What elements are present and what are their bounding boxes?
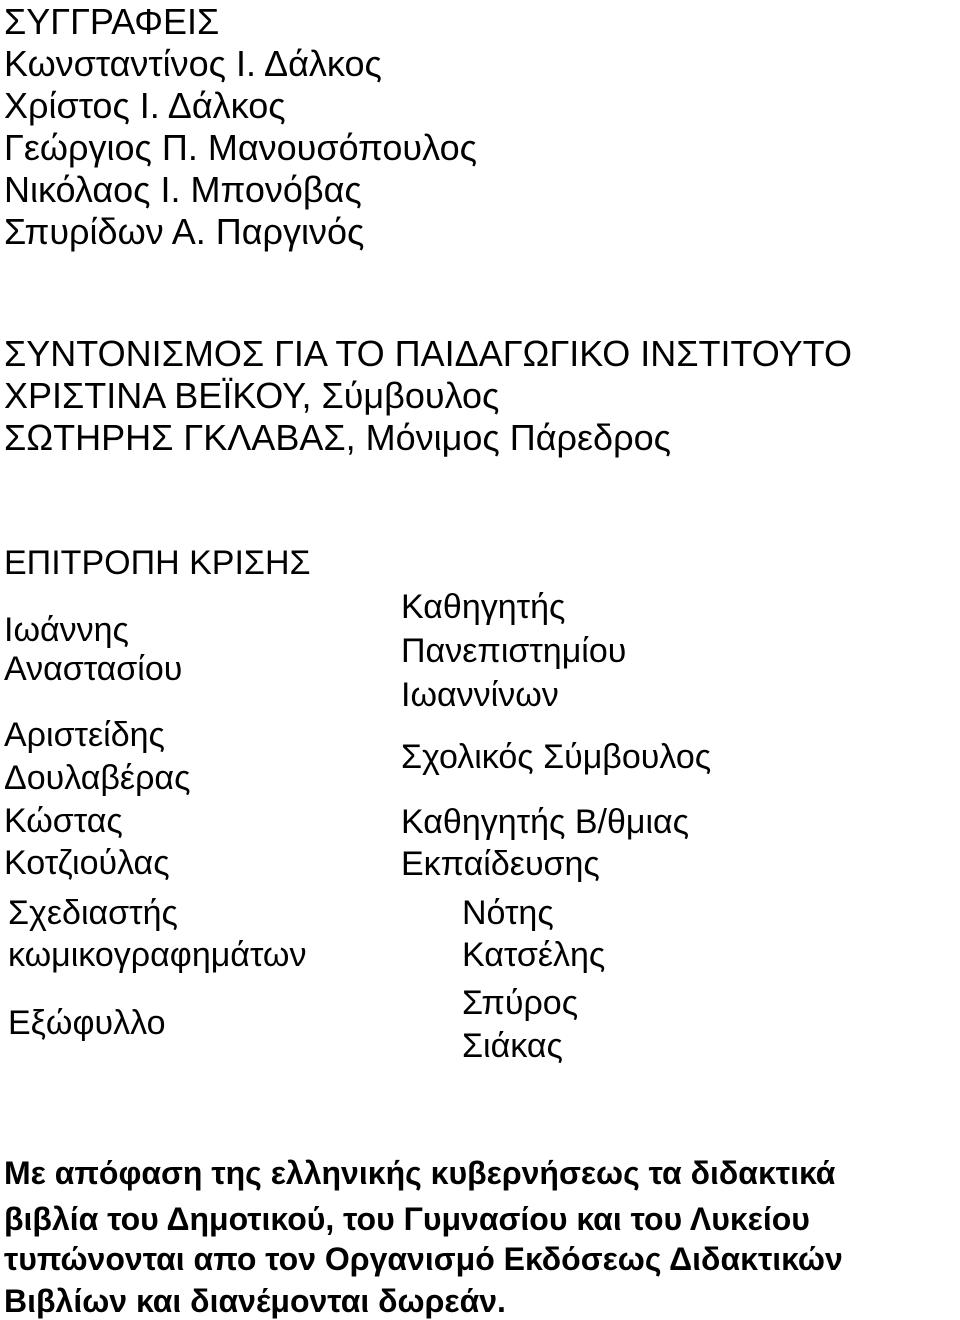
author-name: Χρίστος Ι. Δάλκος [4, 85, 286, 126]
committee-member-role: Εκπαίδευσης [401, 845, 600, 883]
committee-member-name: Κοτζιούλας [4, 844, 170, 882]
committee-member-role: Πανεπιστημίου [401, 632, 627, 670]
author-name: Σπυρίδων Α. Παργινός [4, 211, 365, 252]
coordinator-entry: ΣΩΤΗΡΗΣ ΓΚΛΑΒΑΣ, Μόνιμος Πάρεδρος [4, 417, 671, 458]
cover-name: Σπύρος [462, 984, 579, 1022]
committee-member-name: Ιωάννης [4, 611, 129, 649]
illustrator-name: Κατσέλης [462, 936, 606, 974]
distribution-notice-line: βιβλία του Δημοτικού, του Γυμνασίου και του Λυκείου [4, 1201, 810, 1237]
committee-member-role: Καθηγητής [401, 588, 566, 626]
author-name: Κωνσταντίνος Ι. Δάλκος [4, 43, 382, 84]
committee-member-role: Σχολικός Σύμβουλος [401, 738, 712, 776]
committee-heading: ΕΠΙΤΡΟΠΗ ΚΡΙΣΗΣ [4, 544, 311, 582]
committee-member-name: Κώστας [4, 802, 123, 840]
author-name: Γεώργιος Π. Μανουσόπουλος [4, 127, 477, 168]
committee-member-role: Καθηγητής Β/θμιας [401, 803, 690, 841]
distribution-notice-line: Βιβλίων και διανέμονται δωρεάν. [4, 1283, 506, 1319]
distribution-notice-line: Με απόφαση της ελληνικής κυβερνήσεως τα διδακτικά [4, 1155, 836, 1191]
cover-role: Εξώφυλλο [8, 1004, 166, 1042]
author-name: Νικόλαος Ι. Μπονόβας [4, 169, 362, 210]
illustrator-role: Σχεδιαστής [8, 894, 178, 932]
illustrator-role: κωμικογραφημάτων [8, 936, 307, 974]
authors-heading: ΣΥΓΓΡΑΦΕΙΣ [4, 1, 220, 42]
illustrator-name: Νότης [462, 894, 554, 932]
cover-name: Σιάκας [462, 1027, 563, 1065]
committee-member-role: Ιωαννίνων [401, 676, 559, 714]
coordination-heading: ΣΥΝΤΟΝΙΣΜΟΣ ΓΙΑ ΤΟ ΠΑΙΔΑΓΩΓΙΚΟ ΙΝΣΤΙΤΟΥΤΟ [4, 333, 852, 374]
committee-member-name: Αριστείδης [4, 716, 165, 754]
committee-member-name: Αναστασίου [4, 650, 183, 688]
coordinator-entry: ΧΡΙΣΤΙΝΑ ΒΕΪΚΟΥ, Σύμβουλος [4, 375, 500, 416]
committee-member-name: Δουλαβέρας [4, 759, 191, 797]
distribution-notice-line: τυπώνονται απο τον Οργανισμό Εκδόσεως Διδακτικών [4, 1241, 843, 1277]
